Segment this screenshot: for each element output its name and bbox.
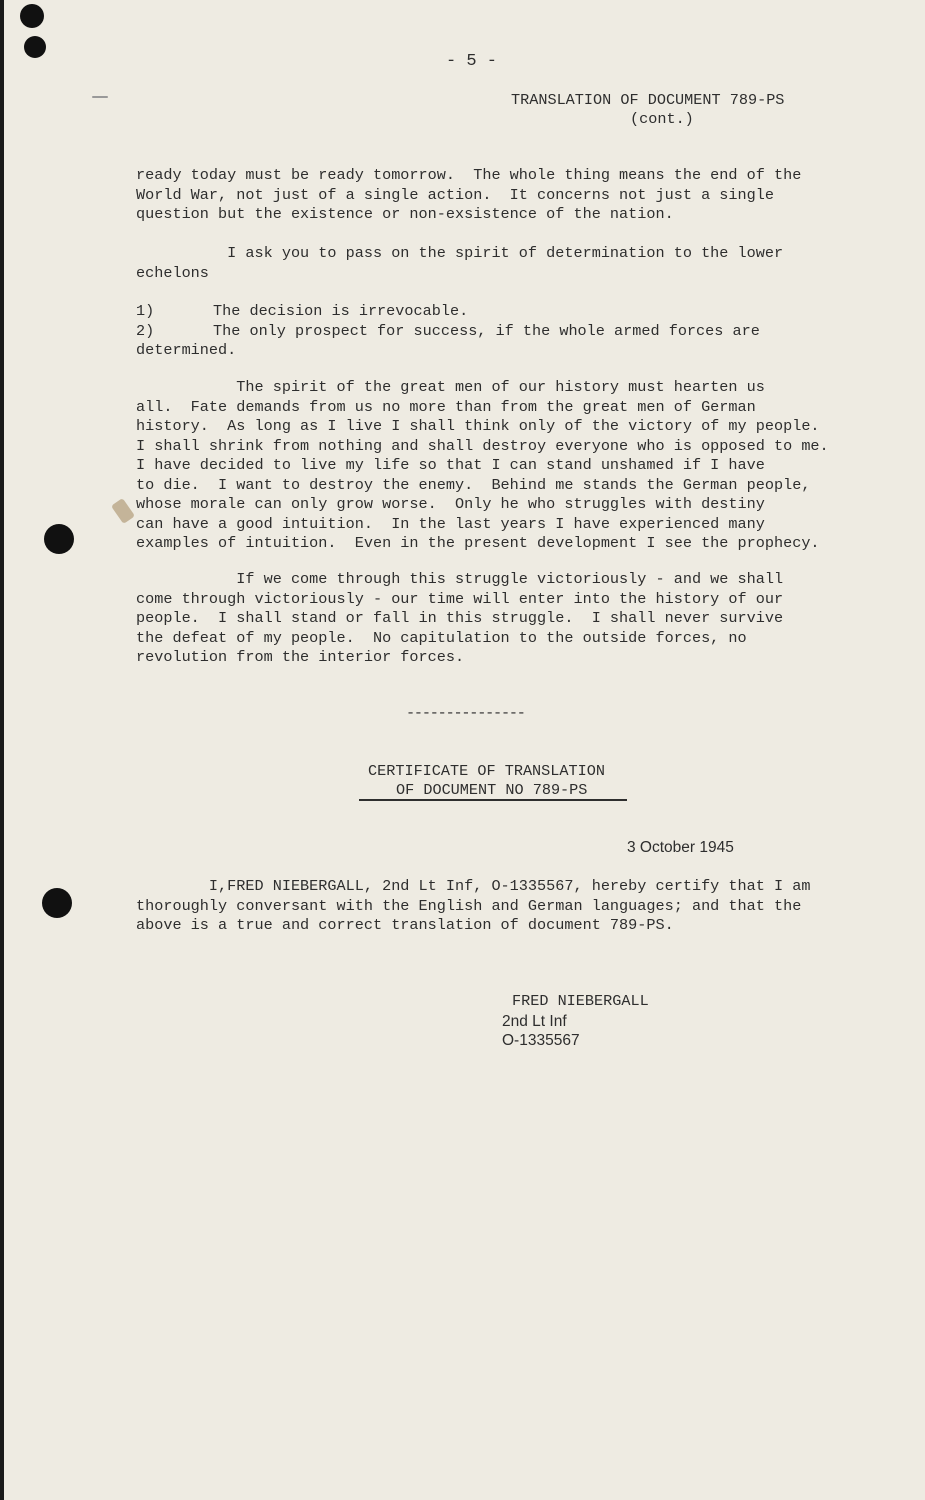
- signature-name: FRED NIEBERGALL: [512, 992, 649, 1010]
- text-line: echelons: [136, 263, 209, 282]
- text-line: all. Fate demands from us no more than from the great men of German: [136, 397, 756, 416]
- certificate-subtitle: OF DOCUMENT NO 789-PS: [396, 781, 588, 799]
- section-divider: ---------------: [406, 704, 525, 722]
- signature-rank: 2nd Lt Inf: [502, 1013, 567, 1030]
- document-page: [4, 0, 925, 1500]
- list-continuation: determined.: [136, 341, 237, 359]
- text-line: history. As long as I live I shall think only of the victory of my people.: [136, 417, 820, 435]
- text-line: I shall shrink from nothing and shall destroy everyone who is opposed to me.: [136, 436, 829, 455]
- text-line: people. I shall stand or fall in this struggle. I shall never survive: [136, 609, 784, 627]
- document-header-subtitle: (cont.): [630, 110, 694, 128]
- tape-mark: [111, 498, 135, 524]
- text-line: examples of intuition. Even in the present development I see the prophecy.: [136, 534, 820, 552]
- text-line: the defeat of my people. No capitulation to the outside forces, no: [136, 628, 747, 647]
- text-line: I ask you to pass on the spirit of determination to the lower: [136, 244, 784, 262]
- text-line: ready today must be ready tomorrow. The whole thing means the end of the: [136, 166, 802, 184]
- list-number: 2): [136, 321, 155, 340]
- signature-serial: O-1335567: [502, 1032, 580, 1049]
- text-line: I have decided to live my life so that I can stand unshamed if I have: [136, 456, 765, 474]
- punch-hole-upper: [24, 36, 46, 58]
- certificate-text-line: above is a true and correct translation of document 789-PS.: [136, 916, 674, 934]
- text-line: The spirit of the great men of our history must hearten us: [136, 378, 765, 396]
- punch-hole-middle: [44, 524, 74, 554]
- certificate-title: CERTIFICATE OF TRANSLATION: [368, 762, 605, 780]
- list-item-text: The only prospect for success, if the whole armed forces are: [213, 321, 760, 340]
- punch-hole-top: [20, 4, 44, 28]
- text-line: to die. I want to destroy the enemy. Behind me stands the German people,: [136, 475, 811, 494]
- document-header-title: TRANSLATION OF DOCUMENT 789-PS: [511, 91, 785, 109]
- punch-hole-lower: [42, 888, 72, 918]
- certificate-text-line: I,FRED NIEBERGALL, 2nd Lt Inf, O-1335567, hereby certify that I am: [136, 877, 811, 895]
- certificate-underline: [359, 799, 627, 801]
- certificate-text-line: thoroughly conversant with the English and German languages; and that the: [136, 896, 802, 915]
- scan-mark: [92, 96, 108, 98]
- text-line: come through victoriously - our time will enter into the history of our: [136, 589, 784, 608]
- certificate-date: 3 October 1945: [627, 839, 734, 856]
- text-line: whose morale can only grow worse. Only he who struggles with destiny: [136, 495, 765, 513]
- list-number: 1): [136, 302, 155, 320]
- text-line: question but the existence or non-exsistence of the nation.: [136, 205, 674, 223]
- text-line: If we come through this struggle victoriously - and we shall: [136, 570, 784, 588]
- text-line: revolution from the interior forces.: [136, 648, 465, 666]
- list-item-text: The decision is irrevocable.: [213, 302, 469, 320]
- text-line: World War, not just of a single action. It concerns not just a single: [136, 185, 774, 204]
- page-number: - 5 -: [446, 52, 498, 71]
- text-line: can have a good intuition. In the last years I have experienced many: [136, 514, 765, 533]
